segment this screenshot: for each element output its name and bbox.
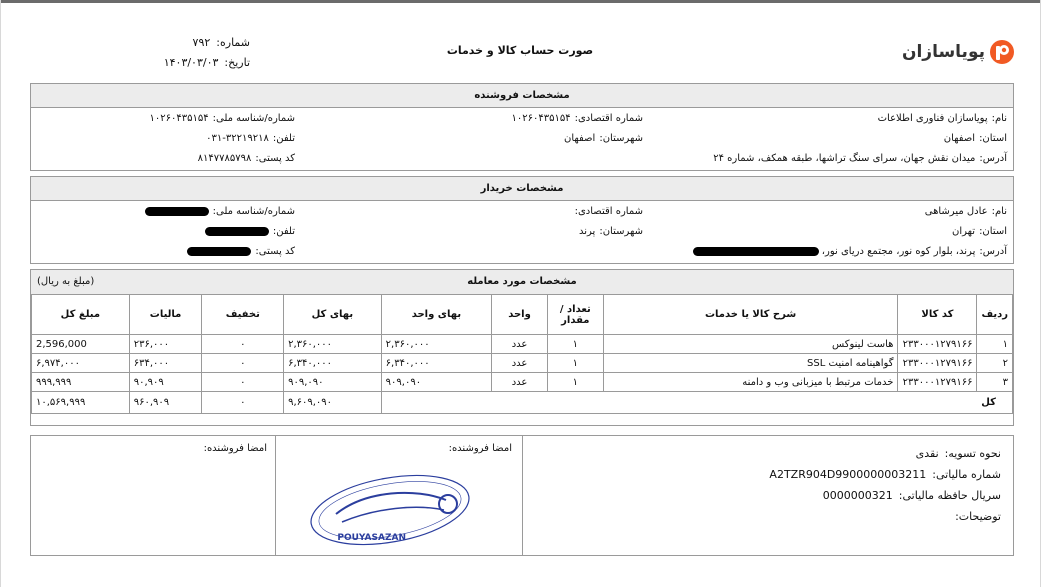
seller-name-label: نام: [991,113,1007,124]
currency-note: (مبلغ به ریال) [37,276,95,287]
invoice-number-label: شماره: [216,36,250,49]
seller-address: میدان نقش جهان، سرای سنگ تراشها، طبقه همکف، شماره ۲۴ [713,153,976,164]
buyer-address: پرند، بلوار کوه نور، مجتمع دریای نور، [821,246,976,257]
table-cell: ۲۳۶,۰۰۰ [129,335,202,354]
buyer-signature-box [31,436,275,555]
buyer-province-label: استان: [979,226,1007,237]
total-amount: ۱۰,۵۶۹,۹۹۹ [32,392,130,414]
redaction-mark [187,247,251,256]
settlement-value: نقدی [915,447,939,460]
table-cell: 2,596,000 [32,335,130,354]
seller-province: اصفهان [943,133,976,144]
seller-province-label: استان: [979,133,1007,144]
seller-phone-label: تلفن: [272,133,295,144]
table-row [32,354,1013,373]
table-cell: خدمات مرتبط با میزبانی وب و دامنه [603,373,898,392]
table-cell: ۲۳۳۰۰۰۱۲۷۹۱۶۶ [898,373,977,392]
settlement-label: نحوه تسویه: [944,447,1001,460]
tax-id-label: شماره مالیاتی: [932,468,1001,481]
page-edge-left [0,0,1,587]
table-cell: ۱ [547,354,603,373]
buyer-name: عادل میرشاهی [924,206,988,217]
settlement-info [521,436,1013,555]
buyer-econ-label: شماره اقتصادی: [574,206,643,217]
top-border [0,0,1041,3]
seller-city: اصفهان [564,133,596,144]
table-cell: ۶,۹۷۴,۰۰۰ [32,354,130,373]
tax-id-value: A2TZR904D9900000003211 [769,468,927,481]
table-cell: عدد [492,354,548,373]
buyer-postal-label: کد پستی: [255,246,295,257]
items-heading [31,270,1013,294]
serial-value: 0000000321 [822,489,893,502]
column-header: کد کالا [898,295,977,335]
seller-city-label: شهرستان: [599,133,643,144]
buyer-national-label: شماره/شناسه ملی: [212,206,295,217]
invoice-date-label: تاریخ: [224,56,250,69]
column-header: بهای واحد [381,295,491,335]
column-header: واحد [492,295,548,335]
seller-postal: ۸۱۴۷۷۸۵۷۹۸ [197,153,252,164]
seller-heading: مشخصات فروشنده [31,84,1013,108]
seller-name: پویاسازان فناوری اطلاعات [877,113,988,124]
table-cell: ۱ [977,335,1013,354]
column-header: تعداد / مقدار [547,295,603,335]
table-cell: ۲۳۳۰۰۰۱۲۷۹۱۶۶ [898,354,977,373]
table-cell: ۲,۳۶۰,۰۰۰ [284,335,382,354]
table-cell: ۲ [977,354,1013,373]
footer-section [30,435,1014,556]
items-table [31,294,1013,414]
table-cell: ۰ [202,335,284,354]
column-header: بهای کل [284,295,382,335]
brand-logo-icon [989,39,1015,65]
buyer-province: تهران [952,226,976,237]
seller-national: ۱۰۲۶۰۴۳۵۱۵۴ [149,113,209,124]
table-cell: ۶,۳۴۰,۰۰۰ [284,354,382,373]
description-label: توضیحات: [955,510,1001,523]
total-discount: ۰ [202,392,284,414]
stamp-text: POUYASAZAN [337,533,406,543]
table-cell: ۱ [547,335,603,354]
total-tax: ۹۶۰,۹۰۹ [129,392,202,414]
table-cell: ۰ [202,373,284,392]
seller-signature-box [275,436,523,555]
column-header: مالیات [129,295,202,335]
table-cell: عدد [492,335,548,354]
items-section [30,269,1014,426]
invoice-number: ۷۹۲ [192,36,211,49]
buyer-address-label: آدرس: [979,246,1007,257]
buyer-heading: مشخصات خریدار [31,177,1013,201]
table-cell: ۲۳۳۰۰۰۱۲۷۹۱۶۶ [898,335,977,354]
table-cell: ۰ [202,354,284,373]
brand-logo [895,35,1015,69]
redaction-mark [205,227,269,236]
table-cell: عدد [492,373,548,392]
totals-row [32,392,1013,414]
buyer-city: پرند [578,226,596,237]
table-cell: ۹۰۹,۰۹۰ [284,373,382,392]
column-header: ردیف [977,295,1013,335]
invoice-meta [120,33,250,73]
buyer-signature-label: امضا فروشنده: [203,443,267,454]
column-header: تخفیف [202,295,284,335]
table-cell: ۶۳۴,۰۰۰ [129,354,202,373]
column-header: مبلغ کل [32,295,130,335]
seller-national-label: شماره/شناسه ملی: [212,113,295,124]
buyer-name-label: نام: [991,206,1007,217]
table-cell: ۳ [977,373,1013,392]
seller-econ-label: شماره اقتصادی: [574,113,643,124]
seller-phone: ۰۳۱-۳۲۲۱۹۲۱۸ [206,133,269,144]
company-stamp [306,470,474,550]
table-cell: ۶,۳۴۰,۰۰۰ [381,354,491,373]
document-title: صورت حساب کالا و خدمات [446,44,594,57]
buyer-section [30,176,1014,264]
seller-section [30,83,1014,171]
table-cell: ۲,۳۶۰,۰۰۰ [381,335,491,354]
table-cell: ۹۰۹,۰۹۰ [381,373,491,392]
table-row [32,373,1013,392]
buyer-city-label: شهرستان: [599,226,643,237]
serial-label: سریال حافظه مالیاتی: [898,489,1001,502]
table-cell: ۹۹۹,۹۹۹ [32,373,130,392]
redaction-mark [145,207,209,216]
column-header: شرح کالا یا خدمات [603,295,898,335]
table-cell: هاست لینوکس [603,335,898,354]
seller-postal-label: کد پستی: [255,153,295,164]
table-row [32,335,1013,354]
table-cell: گواهینامه امنیت SSL [603,354,898,373]
total-label: کل [381,392,1012,414]
items-heading-text: مشخصات مورد معامله [467,276,577,287]
table-cell: ۹۰,۹۰۹ [129,373,202,392]
brand-name: پویاسازان [901,42,985,62]
seller-signature-label: امضا فروشنده: [448,443,512,454]
redaction-mark [693,247,819,256]
buyer-phone-label: تلفن: [272,226,295,237]
table-cell: ۱ [547,373,603,392]
seller-econ: ۱۰۲۶۰۴۳۵۱۵۴ [511,113,571,124]
total-price: ۹,۶۰۹,۰۹۰ [284,392,382,414]
seller-address-label: آدرس: [979,153,1007,164]
invoice-date: ۱۴۰۳/۰۳/۰۳ [163,56,219,69]
items-header-row [32,295,1013,335]
